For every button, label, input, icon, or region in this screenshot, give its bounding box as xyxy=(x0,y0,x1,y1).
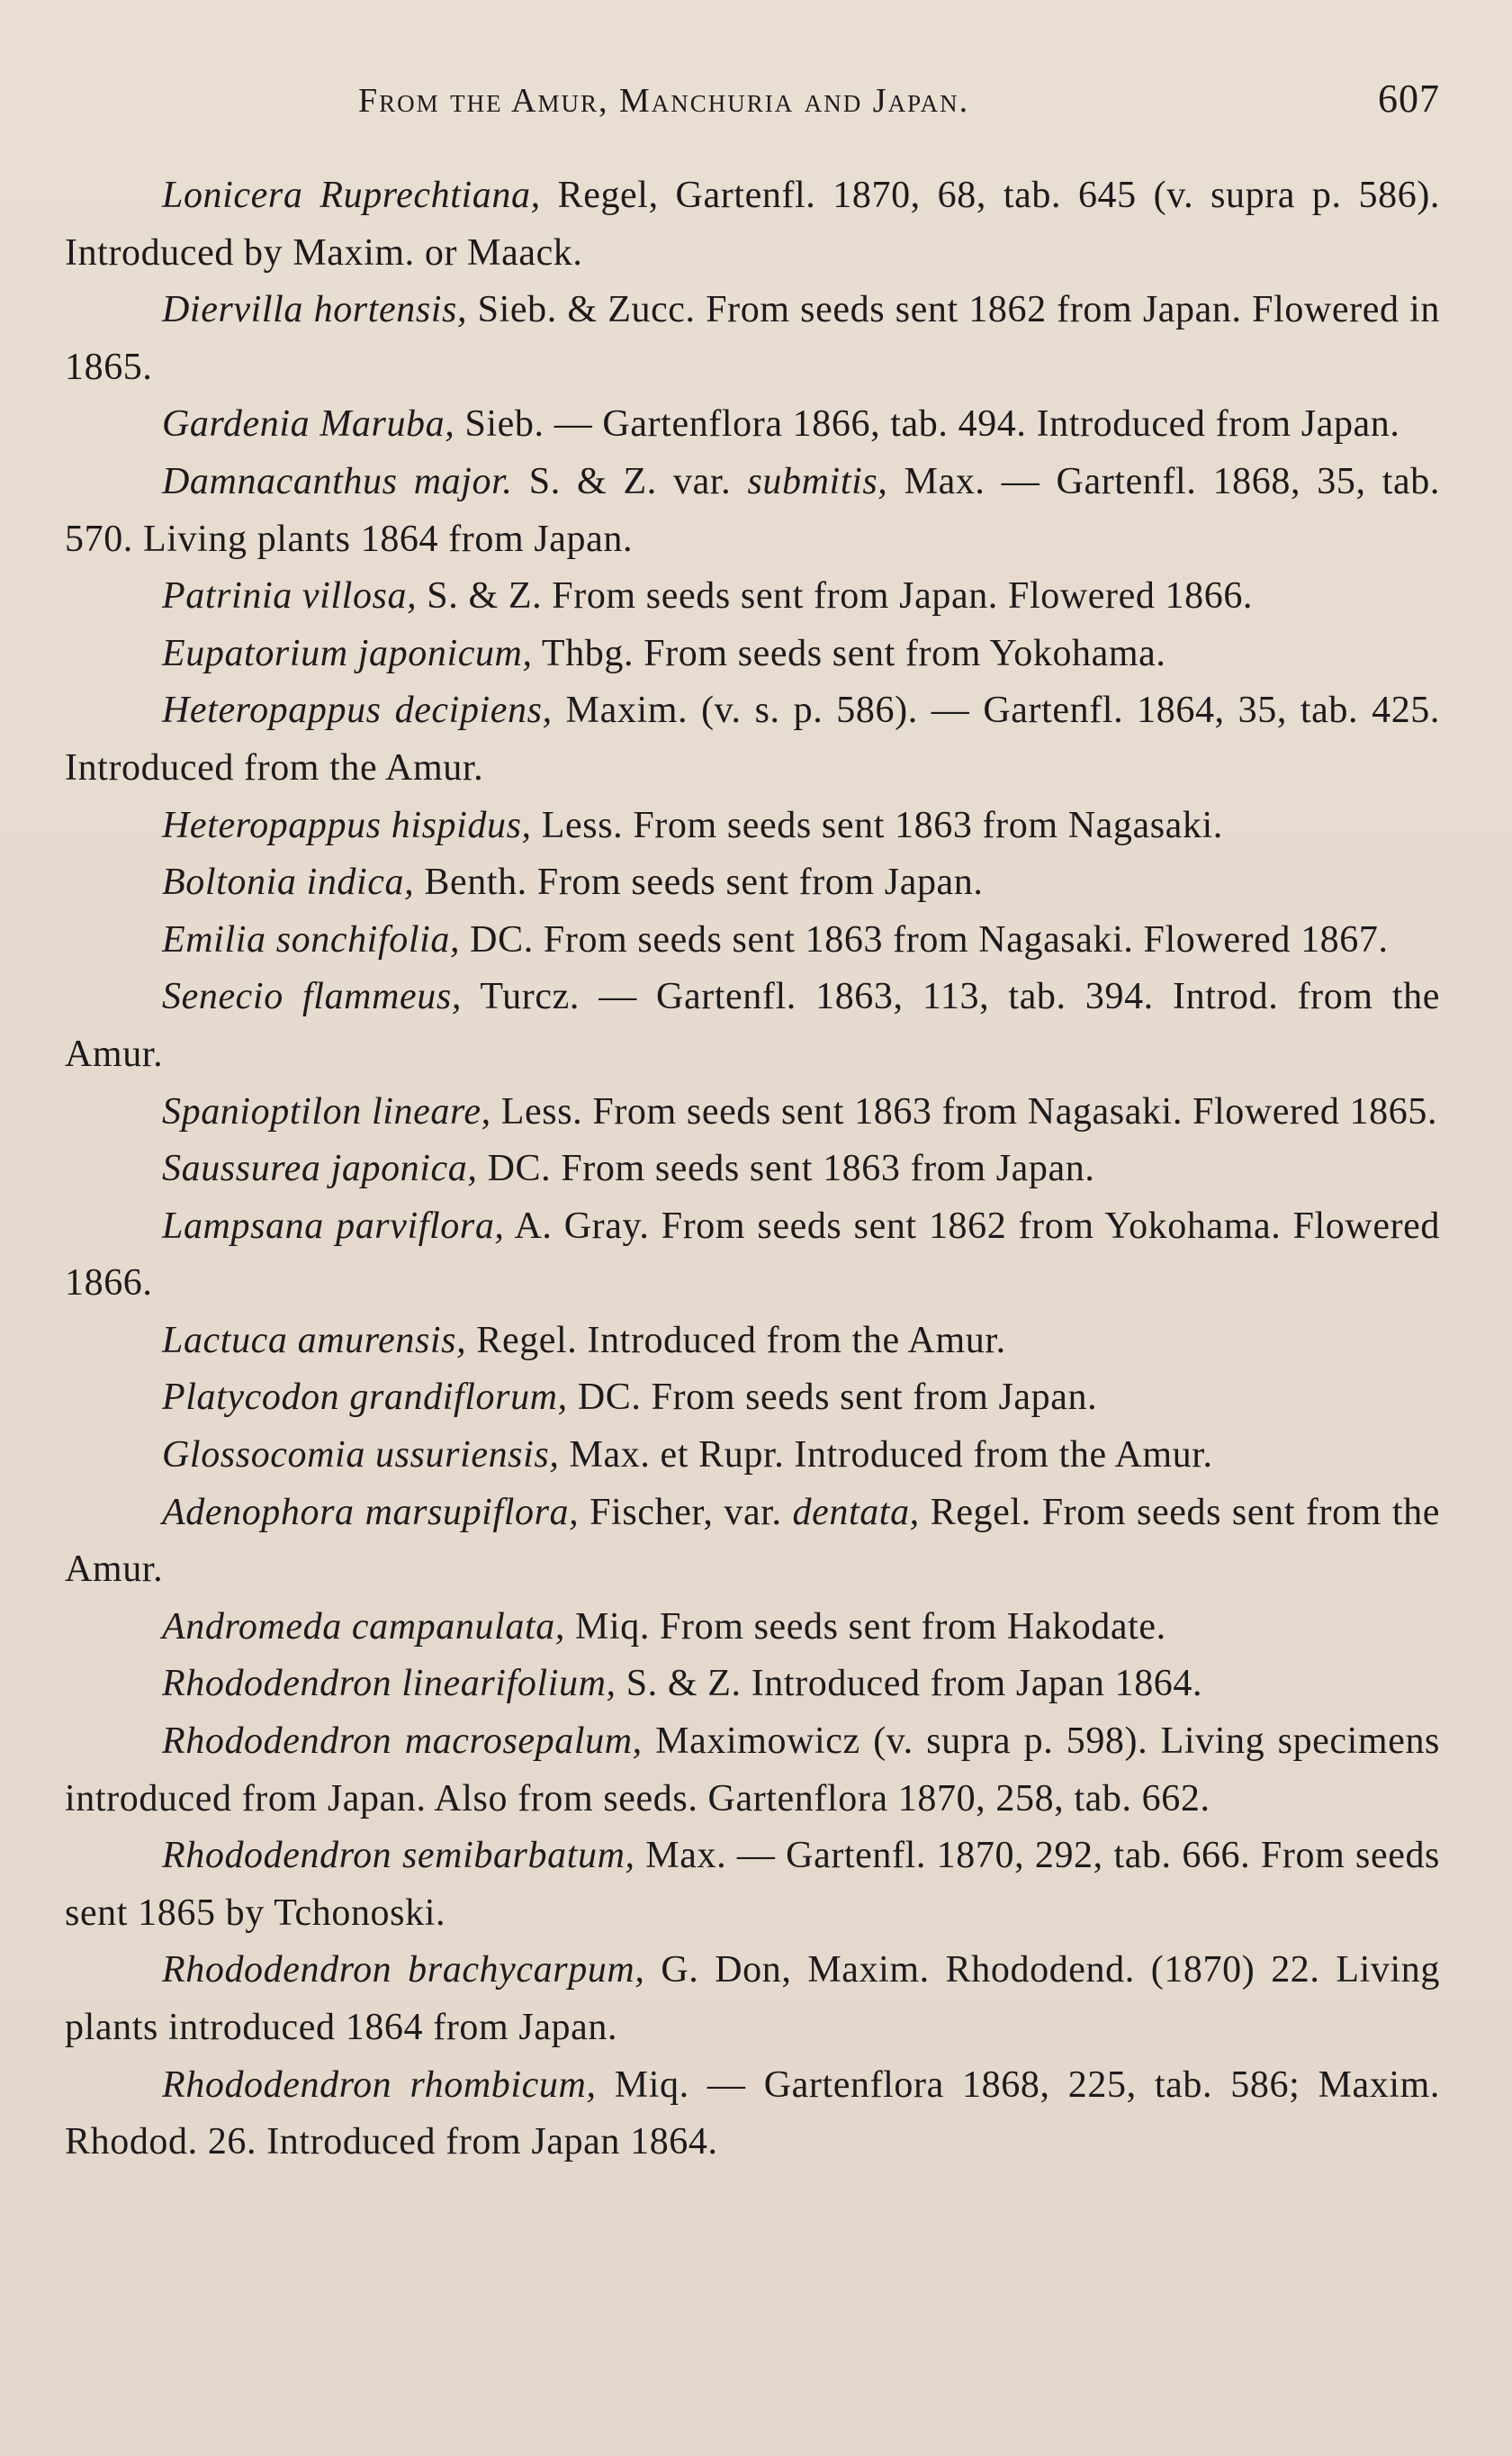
entry-text: S. & Z. var. xyxy=(512,460,748,502)
species-entry xyxy=(65,1141,1440,1198)
entry-text: DC. From seeds sent from Japan. xyxy=(567,1377,1098,1419)
species-name: Saussurea japonica, xyxy=(162,1148,478,1190)
species-name: Rhododendron macrosepalum, xyxy=(162,1720,643,1763)
species-entry xyxy=(65,626,1440,683)
species-name: Patrinia villosa, xyxy=(162,575,418,618)
species-name: Andromeda campanulata, xyxy=(162,1605,565,1648)
species-name: Rhododendron linearifolium, xyxy=(162,1663,616,1705)
entry-text: S. & Z. Introduced from Japan 1864. xyxy=(616,1663,1203,1705)
species-entry xyxy=(65,1313,1440,1370)
entry-text: Maximowicz (v. supra p. 598). Living specimens introduced from Japan. Also from seeds. Gartenflora 1870, 258, tab. 662. xyxy=(65,1720,1440,1819)
species-entry xyxy=(65,1084,1440,1142)
running-head: From the Amur, Manchuria and Japan. xyxy=(358,82,970,120)
species-entry xyxy=(65,682,1440,797)
entry-text: Thbg. From seeds sent from Yokohama. xyxy=(532,632,1166,674)
species-entry xyxy=(65,798,1440,855)
species-entry xyxy=(65,1427,1440,1485)
entry-text: Max. — Gartenfl. 1870, 292, tab. 666. From seeds sent 1865 by Tchonoski. xyxy=(65,1835,1441,1934)
species-entry xyxy=(65,1713,1440,1828)
species-entry xyxy=(65,1485,1440,1599)
species-name: Damnacanthus major. xyxy=(162,460,513,502)
entry-text: DC. From seeds sent 1863 from Nagasaki. Flowered 1867. xyxy=(460,918,1389,961)
species-entry xyxy=(65,912,1440,970)
species-entry xyxy=(65,1828,1440,1942)
entry-text: Miq. — Gartenflora 1868, 225, tab. 586; Maxim. Rhodod. 26. Introduced from Japan 1864. xyxy=(65,2063,1440,2163)
entry-text: Max. — Gartenfl. 1868, 35, tab. 570. Living plants 1864 from Japan. xyxy=(65,460,1440,560)
species-name: Glossocomia ussuriensis, xyxy=(162,1434,560,1476)
species-entry xyxy=(65,568,1440,626)
species-name: Boltonia indica, xyxy=(162,862,415,904)
entry-text: Regel. From seeds sent from the Amur. xyxy=(65,1491,1440,1591)
species-entry xyxy=(65,1656,1440,1713)
variety-name: dentata, xyxy=(792,1491,920,1533)
species-name: Spanioptilon lineare, xyxy=(162,1090,491,1133)
species-name: Rhododendron semibarbatum, xyxy=(162,1835,635,1877)
entry-text: Less. From seeds sent 1863 from Nagasaki. Flowered 1865. xyxy=(490,1090,1438,1133)
species-entry xyxy=(65,1369,1440,1427)
page-number: 607 xyxy=(1378,77,1440,121)
species-name: Senecio flammeus, xyxy=(162,976,462,1018)
species-name: Eupatorium japonicum, xyxy=(162,632,533,674)
species-entry xyxy=(65,1599,1440,1657)
species-name: Heteropappus hispidus, xyxy=(162,804,532,846)
species-entry xyxy=(65,2057,1440,2172)
species-name: Rhododendron brachycarpum, xyxy=(162,1949,645,1991)
entry-text: Benth. From seeds sent from Japan. xyxy=(414,862,984,904)
variety-name: submitis, xyxy=(747,460,888,502)
species-entry xyxy=(65,969,1440,1083)
entry-text: Turcz. — Gartenfl. 1863, 113, tab. 394. Introd. from the Amur. xyxy=(65,976,1440,1075)
entry-text: Maxim. (v. s. p. 586). — Gartenfl. 1864, 35, tab. 425. Introduced from the Amur. xyxy=(65,690,1440,789)
entry-text: Sieb. — Gartenflora 1866, tab. 494. Introduced from Japan. xyxy=(454,403,1400,446)
species-name: Platycodon grandiflorum, xyxy=(162,1377,568,1419)
species-name: Lactuca amurensis, xyxy=(162,1319,467,1361)
entry-text: Regel, Gartenfl. 1870, 68, tab. 645 (v. supra p. 586). Introduced by Maxim. or Maack. xyxy=(65,175,1441,274)
species-entry xyxy=(65,1198,1440,1313)
species-name: Emilia sonchifolia, xyxy=(162,918,461,961)
body-text xyxy=(65,167,1440,2172)
species-entry xyxy=(65,282,1440,396)
species-name: Heteropappus decipiens, xyxy=(162,690,553,732)
species-name: Gardenia Maruba, xyxy=(162,403,455,446)
species-name: Adenophora marsupiflora, xyxy=(162,1491,580,1533)
page-header xyxy=(0,76,1512,130)
entry-text: Fischer, var. xyxy=(579,1491,793,1533)
entry-text: Sieb. & Zucc. From seeds sent 1862 from Japan. Flowered in 1865. xyxy=(65,289,1440,388)
species-entry xyxy=(65,167,1440,282)
species-entry xyxy=(65,854,1440,912)
entry-text: S. & Z. From seeds sent from Japan. Flowered 1866. xyxy=(417,575,1254,618)
entry-text: Regel. Introduced from the Amur. xyxy=(466,1319,1006,1361)
species-name: Lampsana parviflora, xyxy=(162,1205,505,1247)
entry-text: G. Don, Maxim. Rhododend. (1870) 22. Living plants introduced 1864 from Japan. xyxy=(65,1949,1440,2048)
species-name: Lonicera Ruprechtiana, xyxy=(162,175,541,216)
entry-text: Miq. From seeds sent from Hakodate. xyxy=(564,1605,1166,1648)
species-name: Diervilla hortensis, xyxy=(162,289,468,331)
entry-text: Max. et Rupr. Introduced from the Amur. xyxy=(559,1434,1213,1476)
species-name: Rhododendron rhombicum, xyxy=(162,2063,597,2106)
entry-text: DC. From seeds sent 1863 from Japan. xyxy=(477,1148,1095,1190)
species-entry xyxy=(65,454,1440,568)
entry-text: A. Gray. From seeds sent 1862 from Yokohama. Flowered 1866. xyxy=(65,1205,1440,1305)
species-entry xyxy=(65,396,1440,454)
species-entry xyxy=(65,1942,1440,2056)
entry-text: Less. From seeds sent 1863 from Nagasaki. xyxy=(531,804,1223,846)
